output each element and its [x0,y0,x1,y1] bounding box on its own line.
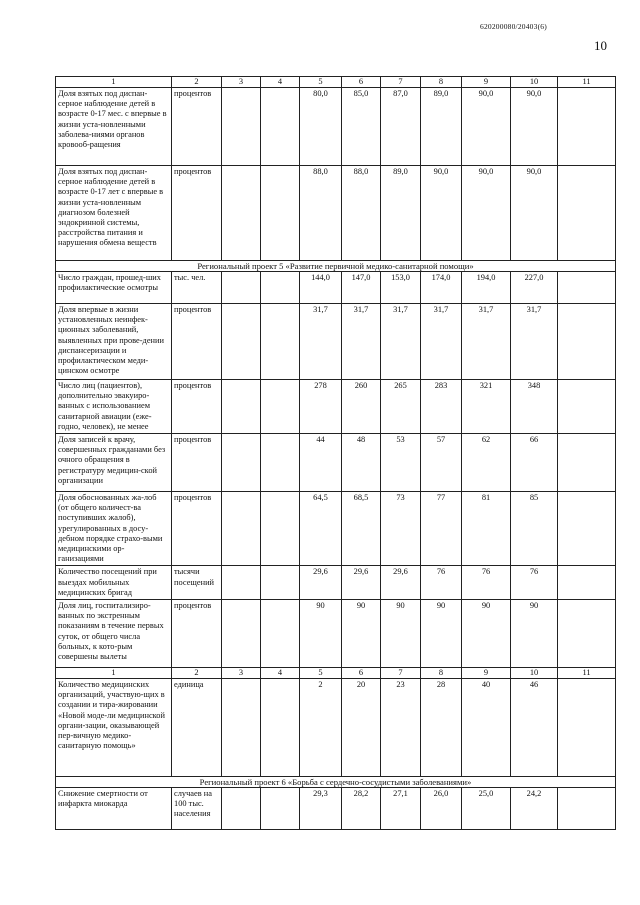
value-cell: 31,7 [462,304,511,380]
unit-cell: процентов [172,166,222,261]
column-number-cell: 8 [421,77,462,88]
value-cell [261,679,300,777]
value-cell: 90 [462,600,511,668]
unit-cell: процентов [172,434,222,492]
value-cell [222,434,261,492]
value-cell: 90,0 [462,166,511,261]
value-cell: 23 [381,679,421,777]
table-row [56,492,616,566]
section-title-row [56,777,616,788]
value-cell: 76 [462,566,511,600]
value-cell: 48 [342,434,381,492]
value-cell: 25,0 [462,788,511,830]
value-cell [261,272,300,304]
section-title: Региональный проект 6 «Борьба с сердечно-сосудистыми заболеваниями» [56,777,616,788]
value-cell: 90,0 [421,166,462,261]
indicator-name: Доля лиц, госпитализиро-ванных по экстренным показаниям в течение первых суток, от общего числа больных, к кото-рым совершены вылеты [56,600,172,668]
unit-cell: процентов [172,600,222,668]
value-cell [558,566,616,600]
value-cell: 260 [342,380,381,434]
indicator-name: Доля взятых под диспан-серное наблюдение детей в возрасте 0-17 мес. с впервые в жизни уста-новленными заболева-ниями органов кровооб-ращения [56,88,172,166]
value-cell [558,166,616,261]
column-number-cell: 11 [558,668,616,679]
unit-cell: тысячи посещений [172,566,222,600]
column-number-cell: 6 [342,77,381,88]
value-cell: 68,5 [342,492,381,566]
value-cell: 81 [462,492,511,566]
value-cell [558,788,616,830]
value-cell: 321 [462,380,511,434]
value-cell: 31,7 [342,304,381,380]
column-number-cell: 11 [558,77,616,88]
value-cell: 90 [300,600,342,668]
value-cell: 28 [421,679,462,777]
column-number-header [56,77,616,88]
value-cell: 87,0 [381,88,421,166]
indicator-name: Доля впервые в жизни установленных неинфек-ционных заболеваний, выявленных при прове-дении диспансеризации и профилактическом меди-цинском осмотре [56,304,172,380]
value-cell: 53 [381,434,421,492]
indicator-name: Число граждан, прошед-ших профилактические осмотры [56,272,172,304]
value-cell [261,88,300,166]
column-number-cell: 1 [56,77,172,88]
value-cell [558,272,616,304]
value-cell: 62 [462,434,511,492]
value-cell [222,272,261,304]
value-cell: 29,6 [300,566,342,600]
value-cell: 90 [381,600,421,668]
unit-cell: процентов [172,380,222,434]
value-cell: 26,0 [421,788,462,830]
value-cell [222,88,261,166]
value-cell: 2 [300,679,342,777]
table-row [56,434,616,492]
value-cell [222,380,261,434]
value-cell: 31,7 [511,304,558,380]
column-number-cell: 9 [462,668,511,679]
value-cell: 90 [511,600,558,668]
table-row [56,788,616,830]
column-number-cell: 10 [511,77,558,88]
indicator-name: Количество медицинских организаций, участвую-щих в создании и тира-жировании «Новой моде-ли медицинской органи-зации, оказывающей пер-вичную медико-санитарную помощь» [56,679,172,777]
table-row [56,380,616,434]
indicator-name: Снижение смертности от инфаркта миокарда [56,788,172,830]
value-cell: 90,0 [511,88,558,166]
value-cell: 31,7 [421,304,462,380]
value-cell: 31,7 [300,304,342,380]
table-row [56,272,616,304]
value-cell: 29,6 [342,566,381,600]
value-cell: 90 [342,600,381,668]
value-cell [558,88,616,166]
column-number-cell: 4 [261,77,300,88]
table-row [56,679,616,777]
value-cell [558,380,616,434]
indicator-name: Число лиц (пациентов), дополнительно эвакуиро-ванных с использованием санитарной авиации (еже-годно, человек), не менее [56,380,172,434]
value-cell [222,679,261,777]
value-cell: 31,7 [381,304,421,380]
value-cell: 89,0 [381,166,421,261]
value-cell: 88,0 [342,166,381,261]
value-cell: 80,0 [300,88,342,166]
column-number-cell: 3 [222,77,261,88]
table-row [56,600,616,668]
value-cell [558,679,616,777]
table-row [56,566,616,600]
value-cell: 85 [511,492,558,566]
value-cell [222,566,261,600]
indicator-name: Доля взятых под диспан-серное наблюдение детей в возрасте 0-17 лет с впервые в жизни уста-новленным диагнозом болезней эндокринной системы, расстройства питания и нарушения обмена веществ [56,166,172,261]
value-cell: 174,0 [421,272,462,304]
value-cell: 44 [300,434,342,492]
value-cell: 194,0 [462,272,511,304]
column-number-cell: 2 [172,77,222,88]
value-cell: 24,2 [511,788,558,830]
value-cell: 89,0 [421,88,462,166]
value-cell: 90 [421,600,462,668]
table-row [56,166,616,261]
value-cell: 85,0 [342,88,381,166]
column-number-cell: 2 [172,668,222,679]
value-cell: 73 [381,492,421,566]
value-cell: 153,0 [381,272,421,304]
unit-cell: процентов [172,492,222,566]
column-number-cell: 5 [300,77,342,88]
indicator-name: Количество посещений при выездах мобильных медицинских бригад [56,566,172,600]
unit-cell: тыс. чел. [172,272,222,304]
column-number-cell: 3 [222,668,261,679]
value-cell [261,304,300,380]
value-cell: 147,0 [342,272,381,304]
value-cell: 46 [511,679,558,777]
value-cell: 64,5 [300,492,342,566]
value-cell: 28,2 [342,788,381,830]
value-cell: 29,6 [381,566,421,600]
value-cell [222,304,261,380]
unit-cell: случаев на 100 тыс. населения [172,788,222,830]
value-cell: 27,1 [381,788,421,830]
value-cell [222,600,261,668]
value-cell [558,304,616,380]
value-cell: 88,0 [300,166,342,261]
column-number-cell: 7 [381,77,421,88]
unit-cell: процентов [172,304,222,380]
indicators-table [55,76,616,830]
value-cell: 144,0 [300,272,342,304]
value-cell: 283 [421,380,462,434]
column-number-cell: 9 [462,77,511,88]
column-number-cell: 10 [511,668,558,679]
value-cell [261,166,300,261]
column-number-cell: 1 [56,668,172,679]
column-number-cell: 4 [261,668,300,679]
value-cell [261,380,300,434]
value-cell: 29,3 [300,788,342,830]
value-cell [222,166,261,261]
value-cell: 77 [421,492,462,566]
value-cell: 90,0 [462,88,511,166]
document-id: 620200080/20403(6) [480,22,547,31]
value-cell: 57 [421,434,462,492]
table-row [56,88,616,166]
value-cell [558,600,616,668]
value-cell: 265 [381,380,421,434]
column-number-cell: 5 [300,668,342,679]
value-cell: 20 [342,679,381,777]
column-number-cell: 8 [421,668,462,679]
value-cell [261,566,300,600]
page-number: 10 [594,38,607,53]
value-cell [261,788,300,830]
section-title: Региональный проект 5 «Развитие первичной медико-санитарной помощи» [56,261,616,272]
unit-cell: процентов [172,88,222,166]
column-number-header [56,668,616,679]
value-cell: 90,0 [511,166,558,261]
table-row [56,304,616,380]
column-number-cell: 6 [342,668,381,679]
unit-cell: единица [172,679,222,777]
value-cell: 278 [300,380,342,434]
value-cell: 348 [511,380,558,434]
value-cell [261,600,300,668]
indicator-name: Доля записей к врачу, совершенных гражданами без очного обращения в регистратуру медицин-ской организации [56,434,172,492]
indicator-name: Доля обоснованных жа-лоб (от общего количест-ва поступивших жалоб), урегулированных в досу-дебном порядке страхо-выми медицинскими ор-ганизациями [56,492,172,566]
value-cell: 66 [511,434,558,492]
value-cell [558,434,616,492]
value-cell: 227,0 [511,272,558,304]
value-cell [222,492,261,566]
value-cell [222,788,261,830]
value-cell: 40 [462,679,511,777]
value-cell [558,492,616,566]
value-cell [261,492,300,566]
value-cell: 76 [421,566,462,600]
value-cell [261,434,300,492]
column-number-cell: 7 [381,668,421,679]
value-cell: 76 [511,566,558,600]
section-title-row [56,261,616,272]
